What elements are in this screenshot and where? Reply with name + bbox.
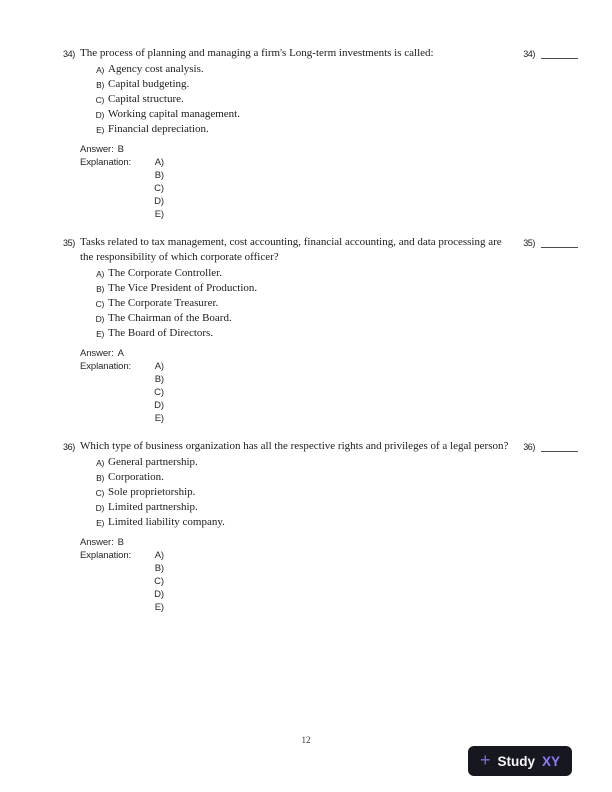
explanation-row (80, 549, 578, 614)
option-text: Capital structure. (108, 93, 184, 105)
question-text: Tasks related to tax management, cost accounting, financial accounting, and data processing are the responsibility of which corporate officer? (80, 236, 502, 263)
option-letter: D) (95, 110, 104, 120)
answer-label: Answer: (80, 144, 114, 155)
question-number: 35) (63, 237, 75, 248)
explanation-item: D) (154, 196, 164, 207)
option-d (90, 311, 578, 326)
explanation-item: A) (154, 361, 164, 372)
option-letter: E) (96, 518, 104, 528)
option-text: Agency cost analysis. (108, 63, 204, 75)
badge-text-accent: XY (541, 753, 560, 769)
option-letter: E) (96, 125, 104, 135)
option-letter: B) (96, 80, 104, 90)
option-a (90, 266, 578, 281)
page-number: 12 (301, 735, 311, 745)
option-letter: D) (95, 503, 104, 513)
option-c (90, 485, 578, 500)
explanation-item: A) (154, 157, 164, 168)
question-35 (63, 235, 578, 425)
explanation-item: C) (154, 183, 164, 194)
question-head (63, 46, 578, 61)
explanation-item: B) (154, 170, 164, 181)
answer-block (63, 536, 578, 614)
answer-label: Answer: (80, 348, 114, 359)
answer-block (63, 347, 578, 425)
answer-row (80, 143, 578, 156)
option-e (90, 515, 578, 530)
plus-icon: + (479, 750, 491, 770)
option-text: Limited liability company. (108, 516, 225, 528)
explanation-label: Explanation: (80, 157, 132, 168)
answer-blank-line (541, 49, 578, 59)
option-c (90, 92, 578, 107)
answer-blank (523, 46, 578, 59)
explanation-item: C) (154, 387, 164, 398)
explanation-items (149, 360, 164, 425)
answer-blank-line (541, 238, 578, 248)
answer-blank-line (541, 442, 578, 452)
answer-blank-number: 36) (523, 441, 535, 452)
option-letter: C) (95, 299, 104, 309)
question-text: The process of planning and managing a firm's Long-term investments is called: (80, 47, 434, 59)
option-text: The Chairman of the Board. (108, 312, 232, 324)
question-head (63, 439, 578, 454)
option-letter: A) (96, 65, 104, 75)
question-number: 34) (63, 48, 75, 59)
answer-row (80, 347, 578, 360)
explanation-item: B) (154, 374, 164, 385)
option-d (90, 107, 578, 122)
question-number: 36) (63, 441, 75, 452)
question-34 (63, 46, 578, 221)
explanation-item: E) (154, 209, 164, 220)
option-letter: B) (96, 284, 104, 294)
answer-value: A (117, 348, 124, 359)
explanation-item: A) (154, 550, 164, 561)
option-text: The Board of Directors. (108, 327, 214, 339)
options-list (63, 455, 578, 530)
option-b (90, 77, 578, 92)
explanation-item: C) (154, 576, 164, 587)
explanation-label: Explanation: (80, 361, 132, 372)
answer-label: Answer: (80, 537, 114, 548)
option-text: The Vice President of Production. (108, 282, 258, 294)
option-text: The Corporate Treasurer. (108, 297, 219, 309)
answer-blank (523, 235, 578, 248)
question-head (63, 235, 578, 265)
option-letter: E) (96, 329, 104, 339)
explanation-items (149, 549, 164, 614)
option-text: Sole proprietorship. (108, 486, 196, 498)
option-text: The Corporate Controller. (108, 267, 222, 279)
questions-list (63, 46, 578, 628)
option-a (90, 455, 578, 470)
option-text: Corporation. (108, 471, 164, 483)
option-letter: B) (96, 473, 104, 483)
option-text: Financial depreciation. (108, 123, 209, 135)
explanation-items (149, 156, 164, 221)
answer-value: B (117, 144, 124, 155)
explanation-item: E) (154, 602, 164, 613)
explanation-item: D) (154, 589, 164, 600)
question-text: Which type of business organization has all the respective rights and privileges of a legal person? (80, 440, 509, 452)
explanation-item: E) (154, 413, 164, 424)
option-b (90, 281, 578, 296)
option-letter: A) (96, 458, 104, 468)
explanation-row (80, 156, 578, 221)
option-letter: C) (95, 488, 104, 498)
option-a (90, 62, 578, 77)
option-letter: A) (96, 269, 104, 279)
options-list (63, 62, 578, 137)
answer-block (63, 143, 578, 221)
answer-value: B (117, 537, 124, 548)
option-b (90, 470, 578, 485)
answer-blank (523, 439, 578, 452)
option-d (90, 500, 578, 515)
studyxy-badge (468, 746, 572, 776)
answer-row (80, 536, 578, 549)
explanation-item: B) (154, 563, 164, 574)
option-e (90, 326, 578, 341)
option-text: General partnership. (108, 456, 198, 468)
option-letter: C) (95, 95, 104, 105)
option-text: Capital budgeting. (108, 78, 190, 90)
explanation-row (80, 360, 578, 425)
answer-blank-number: 35) (523, 237, 535, 248)
explanation-item: D) (154, 400, 164, 411)
explanation-label: Explanation: (80, 550, 132, 561)
option-e (90, 122, 578, 137)
option-text: Limited partnership. (108, 501, 198, 513)
question-36 (63, 439, 578, 614)
option-text: Working capital management. (108, 108, 240, 120)
option-c (90, 296, 578, 311)
badge-text-primary: Study (497, 753, 535, 769)
option-letter: D) (95, 314, 104, 324)
options-list (63, 266, 578, 341)
answer-blank-number: 34) (523, 48, 535, 59)
